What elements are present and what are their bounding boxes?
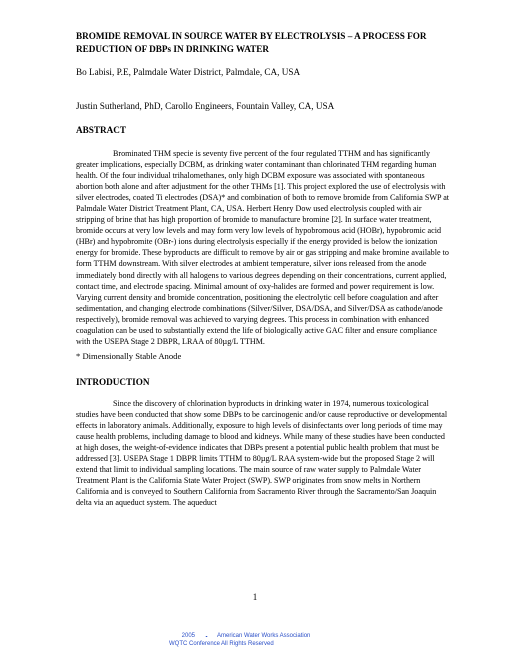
footnote: * Dimensionally Stable Anode bbox=[76, 351, 182, 361]
footer-organization: American Water Works Association bbox=[217, 633, 311, 639]
page-footer bbox=[0, 632, 510, 648]
page-number: 1 bbox=[252, 592, 258, 602]
abstract-heading: ABSTRACT bbox=[76, 125, 127, 135]
footer-year: 2005 bbox=[181, 633, 195, 639]
footer-rights: All Rights Reserved bbox=[221, 641, 274, 647]
introduction-paragraph: Since the discovery of chlorination byproducts in drinking water in 1974, numerous toxicological studies have been conducted that show some DBPs to be carcinogenic and/or cause reproductive or developmental effects in laboratory animals. Additionally, exposure to high levels of disinfectants over long periods of time may cause health problems, including damage to blood and kidneys. While many of these studies have been conducted at high doses, the weight-of-evidence indicates that DBPs present a potential public health problem that must be addressed [3]. USEPA Stage 1 DBPR limits TTHM to 80µg/L RAA system-wide but the proposed Stage 2 will extend that limit to individual sampling locations. The main source of raw water supply to Palmdale Water Treatment Plant is the California State Water Project (SWP). SWP originates from snow melts in Northern California and is conveyed to Southern California from Sacramento River through the Sacramento/San Joaquin delta via an aqueduct system. The aqueduct bbox=[76, 399, 448, 508]
footer-row-1 bbox=[0, 632, 510, 640]
footer-conference: WQTC Conference bbox=[169, 641, 221, 647]
footer-logo-dots: .. bbox=[205, 633, 207, 639]
author-line-1: Bo Labisi, P.E, Palmdale Water District, Palmdale, CA, USA bbox=[76, 67, 301, 77]
paper-title: BROMIDE REMOVAL IN SOURCE WATER BY ELECTROLYSIS – A PROCESS FOR REDUCTION OF DBPs IN DRINKING WATER bbox=[76, 31, 427, 55]
footer-row-2 bbox=[0, 640, 510, 648]
introduction-heading: INTRODUCTION bbox=[76, 377, 150, 387]
author-line-2: Justin Sutherland, PhD, Carollo Engineers, Fountain Valley, CA, USA bbox=[76, 101, 335, 111]
abstract-paragraph: Brominated THM specie is seventy five percent of the four regulated TTHM and has significantly greater implications, especially DCBM, as drinking water contaminant than chlorinated THM regarding human health. Of the four individual trihalomethanes, only high DCBM exposure was associated with spontaneous abortion both alone and after adjustment for the other THMs [1]. This project explored the use of electrolysis with silver electrodes, coated Ti electrodes (DSA)* and combination of both to remove bromide from California SWP at Palmdale Water District Treatment Plant, CA, USA. Herbert Henry Dow used electrolysis coupled with air stripping of brine that has high proportion of bromide to manufacture bromine [2]. In surface water treatment, bromide occurs at very low levels and may form very low levels of hypobromous acid (HOBr), hypobromic acid (HBr) and hypobromite (OBr-) ions during electrolysis especially if the energy provided is below the ionization energy for bromide. These byproducts are difficult to remove by air or gas stripping and make bromine available to form TTHM downstream. With silver electrodes at ambient temperature, silver ions released from the anode immediately bond directly with all halogens to various degrees depending on their concentrations, current applied, contact time, and electrode spacing. Minimal amount of oxy-halides are formed and power requirement is low. Varying current density and bromide concentration, positioning the electrolytic cell before coagulation and after sedimentation, and changing electrode combinations (Silver/Silver, DSA/DSA, and Silver/DSA as cathode/anode respectively), bromide removal was achieved to varying degrees. This process in combination with enhanced coagulation can be used to substantially extend the life of biologically active GAC filter and ensure compliance with the USEPA Stage 2 DBPR, LRAA of 80µg/L TTHM. bbox=[76, 149, 450, 346]
